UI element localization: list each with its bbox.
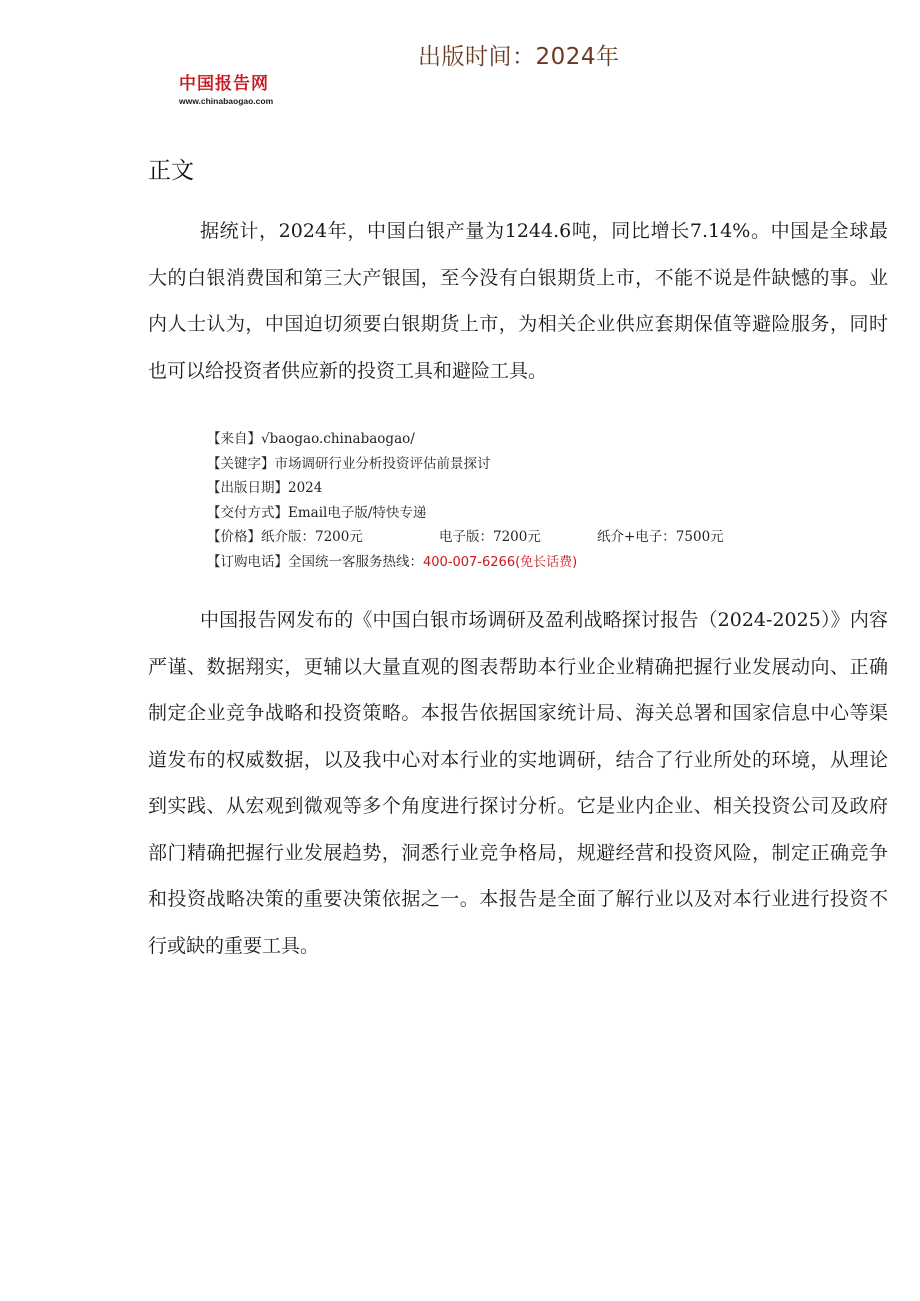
info-source: 【来自】√baogao.chinabaogao/ — [207, 431, 415, 447]
price-both: 纸介+电子：7500元 — [597, 529, 724, 545]
phone-number[interactable]: 400-007-6266(免长话费) — [423, 554, 578, 570]
phone-label: 【订购电话】全国统一客服务热线： — [207, 553, 423, 570]
section-title: 正文 — [148, 158, 194, 184]
info-keywords: 【关键字】市场调研行业分析投资评估前景探讨 — [207, 455, 491, 472]
info-price — [207, 525, 724, 550]
info-delivery: 【交付方式】Email电子版/特快专递 — [207, 504, 427, 521]
publish-time: 出版时间：2024年 — [418, 44, 620, 70]
report-paragraph: 中国报告网发布的《中国白银市场调研及盈利战略探讨报告（2024-2025）》内容严谨、数据翔实，更辅以大量直观的图表帮助本行业企业精确把握行业发展动向、正确制定企业竞争战略和投资策略。本报告依据国家统计局、海关总署和国家信息中心等渠道发布的权威数据，以及我中心对本行业的实地调研，结合了行业所处的环境，从理论到实践、从宏观到微观等多个角度进行探讨分析。它是业内企业、相关投资公司及政府部门精确把握行业发展趋势，洞悉行业竞争格局，规避经营和投资风险，制定正确竞争和投资战略决策的重要决策依据之一。本报告是全面了解行业以及对本行业进行投资不行或缺的重要工具。 — [148, 609, 888, 957]
logo[interactable] — [179, 74, 273, 106]
intro-paragraph: 据统计，2024年，中国白银产量为1244.6吨，同比增长7.14%。中国是全球最大的白银消费国和第三大产银国，至今没有白银期货上市，不能不说是件缺憾的事。业内人士认为，中国迫切须要白银期货上市，为相关企业供应套期保值等避险服务，同时也可以给投资者供应新的投资工具和避险工具。 — [148, 220, 888, 382]
info-publish-date: 【出版日期】2024 — [207, 480, 323, 496]
logo-url: www.chinabaogao.com — [179, 96, 274, 106]
price-paper: 【价格】纸介版：7200元 — [207, 529, 363, 545]
logo-name: 中国报告网 — [179, 74, 269, 94]
info-phone — [207, 550, 724, 575]
price-digital: 电子版：7200元 — [439, 529, 541, 545]
report-info-block — [207, 427, 724, 574]
